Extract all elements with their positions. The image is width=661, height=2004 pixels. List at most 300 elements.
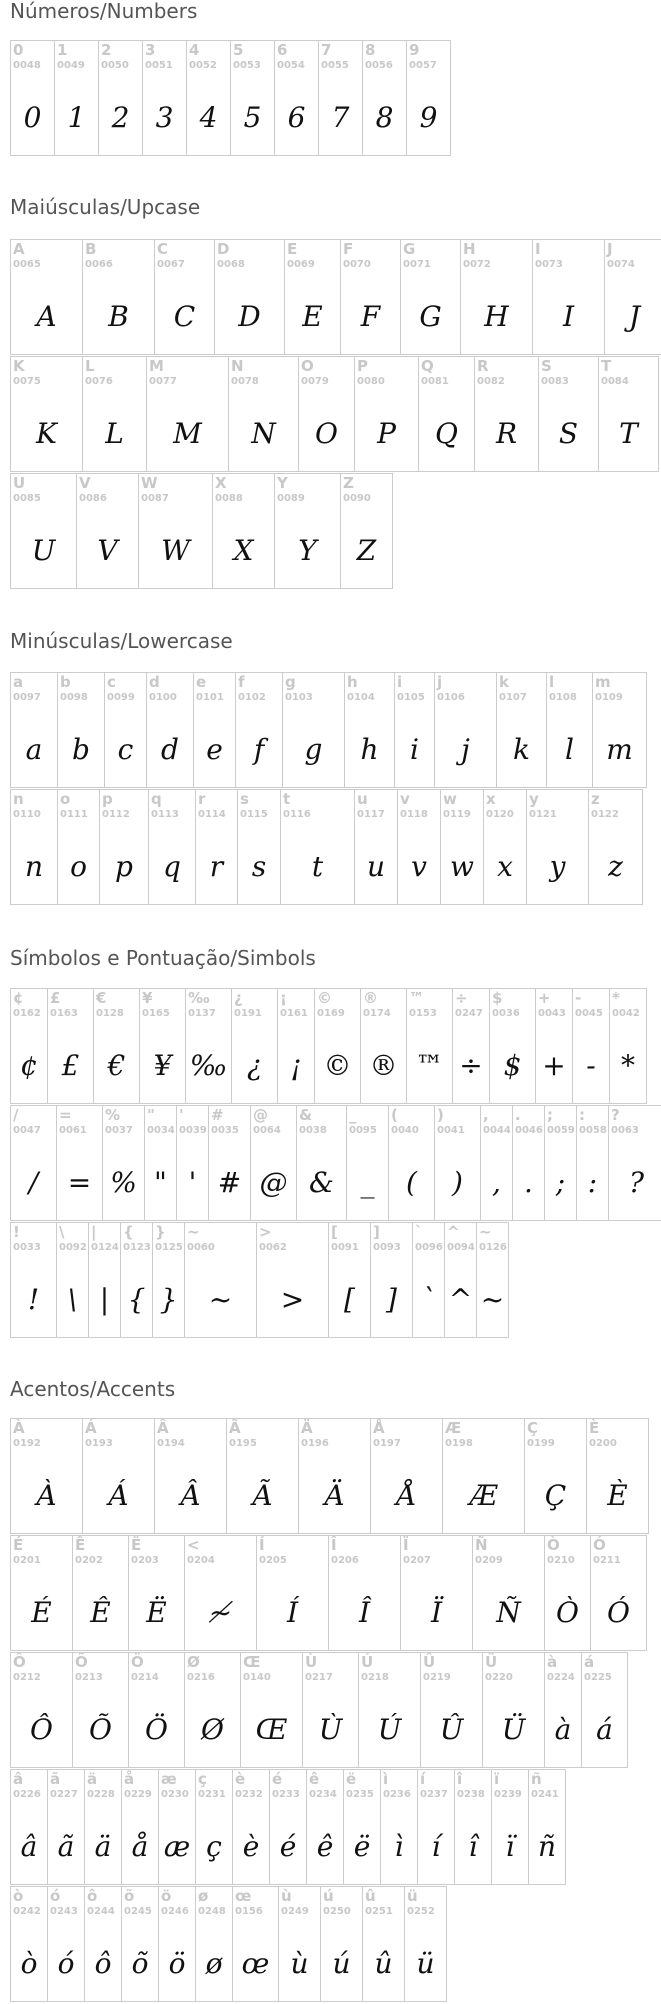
glyph-sample: Ë [146, 1595, 167, 1629]
glyph-char-label: = [59, 1106, 72, 1124]
glyph-sample: ú [332, 1946, 351, 1980]
glyph-char-label: V [79, 474, 91, 492]
glyph-cell-char-0197 [370, 1418, 443, 1534]
glyph-code-label: 0089 [277, 493, 305, 504]
glyph-sample: Ï [430, 1595, 443, 1629]
glyph-cell-lower-c [104, 672, 147, 788]
glyph-row [10, 356, 658, 472]
glyph-code-label: 0061 [59, 1125, 87, 1136]
glyph-cell-char-0205 [256, 1535, 329, 1651]
glyph-char-label: ¿ [234, 989, 243, 1007]
glyph-char-label: v [400, 790, 410, 808]
glyph-cell-char-0161 [277, 988, 315, 1104]
glyph-sample: B [108, 299, 129, 333]
glyph-sample: î [468, 1829, 478, 1863]
glyph-char-label: a [13, 673, 24, 691]
glyph-sample: Ú [377, 1712, 402, 1746]
glyph-char-label: * [612, 989, 620, 1007]
glyph-sample: r [209, 849, 224, 883]
glyph-char-label: A [13, 240, 25, 258]
glyph-cell-char-0124 [88, 1222, 121, 1338]
glyph-char-label: ÷ [455, 989, 468, 1007]
glyph-sample: Í [286, 1595, 299, 1629]
glyph-cell-upper-B [82, 239, 155, 355]
glyph-cell-char-0202 [72, 1535, 129, 1651]
glyph-cell-char-0095 [346, 1105, 389, 1221]
glyph-sample: û [374, 1946, 393, 1980]
glyph-cell-digit-1 [54, 40, 99, 156]
glyph-cell-upper-D [214, 239, 285, 355]
glyph-sample: M [173, 416, 202, 450]
glyph-code-label: 0217 [305, 1672, 333, 1683]
glyph-sample: C [173, 299, 196, 333]
glyph-code-label: 0068 [217, 259, 245, 270]
glyph-code-label: 0196 [301, 1438, 329, 1449]
glyph-sample: " [154, 1165, 167, 1199]
glyph-char-label: z [591, 790, 600, 808]
glyph-char-label: ù [281, 1887, 292, 1905]
glyph-char-label: ; [547, 1106, 553, 1124]
section-title: Símbolos e Pontuação/Simbols [10, 946, 316, 970]
glyph-cell-digit-6 [274, 40, 319, 156]
glyph-sample: Ç [544, 1478, 567, 1512]
section-title: Acentos/Accents [10, 1377, 176, 1401]
glyph-char-label: Ù [305, 1653, 318, 1671]
glyph-sample: ( [406, 1165, 417, 1199]
glyph-code-label: 0241 [531, 1789, 559, 1800]
glyph-cell-upper-C [154, 239, 215, 355]
glyph-cell-lower-k [496, 672, 547, 788]
glyph-sample: v [411, 849, 427, 883]
glyph-char-label: P [357, 357, 368, 375]
glyph-char-label: Œ [243, 1653, 261, 1671]
glyph-code-label: 0086 [79, 493, 107, 504]
glyph-code-label: 0092 [59, 1242, 87, 1253]
glyph-char-label: î [457, 1770, 463, 1788]
glyph-char-label: Ä [301, 1419, 313, 1437]
glyph-sample: È [607, 1478, 628, 1512]
glyph-sample: b [72, 732, 90, 766]
glyph-sample: â [20, 1829, 38, 1863]
glyph-sample: ¢ [20, 1048, 38, 1082]
glyph-cell-char-0224 [544, 1652, 582, 1768]
glyph-sample: ] [386, 1282, 397, 1316]
glyph-char-label: é [272, 1770, 283, 1788]
glyph-cell-char-0246 [158, 1886, 196, 2002]
glyph-char-label: 9 [409, 41, 420, 59]
glyph-code-label: 0066 [85, 259, 113, 270]
glyph-char-label: l [549, 673, 555, 691]
glyph-char-label: ï [494, 1770, 500, 1788]
glyph-code-label: 0192 [13, 1438, 41, 1449]
glyph-cell-upper-H [460, 239, 533, 355]
glyph-cell-char-0225 [581, 1652, 628, 1768]
glyph-char-label: ê [309, 1770, 320, 1788]
glyph-char-label: È [589, 1419, 600, 1437]
glyph-char-label: ) [437, 1106, 444, 1124]
glyph-sample: 1 [67, 100, 86, 134]
glyph-char-label: f [238, 673, 245, 691]
glyph-char-label: F [343, 240, 354, 258]
glyph-cell-upper-G [400, 239, 461, 355]
glyph-char-label: ö [161, 1887, 172, 1905]
glyph-char-label: õ [124, 1887, 135, 1905]
glyph-char-label: ` [415, 1223, 423, 1241]
glyph-code-label: 0049 [57, 60, 85, 71]
glyph-cell-lower-n [10, 789, 58, 905]
glyph-char-label: Æ [445, 1419, 462, 1437]
glyph-code-label: 0112 [102, 809, 130, 820]
glyph-char-label: Ø [187, 1653, 200, 1671]
glyph-code-label: 0120 [486, 809, 514, 820]
glyph-cell-char-0040 [388, 1105, 435, 1221]
glyph-cell-char-0206 [328, 1535, 401, 1651]
glyph-char-label: B [85, 240, 97, 258]
glyph-sample: % [110, 1165, 137, 1199]
glyph-sample: ¥ [153, 1048, 172, 1082]
glyph-code-label: 0033 [13, 1242, 41, 1253]
glyph-row [10, 672, 646, 788]
glyph-sample: ' [188, 1165, 197, 1199]
glyph-sample: = [67, 1165, 92, 1199]
glyph-row [10, 473, 392, 589]
glyph-cell-char-0200 [586, 1418, 649, 1534]
glyph-cell-lower-v [397, 789, 441, 905]
glyph-char-label: " [147, 1106, 155, 1124]
glyph-cell-char-0039 [176, 1105, 209, 1221]
glyph-cell-char-0239 [491, 1769, 529, 1885]
glyph-cell-char-0214 [128, 1652, 185, 1768]
glyph-sample: Ê [90, 1595, 111, 1629]
glyph-char-label: U [13, 474, 26, 492]
glyph-sample: N [251, 416, 276, 450]
glyph-code-label: 0252 [407, 1906, 435, 1917]
glyph-cell-upper-F [340, 239, 401, 355]
glyph-cell-char-0201 [10, 1535, 73, 1651]
glyph-sample: E [302, 299, 323, 333]
glyph-code-label: 0230 [161, 1789, 189, 1800]
glyph-cell-lower-m [592, 672, 647, 788]
glyph-cell-char-0061 [56, 1105, 103, 1221]
glyph-code-label: 0078 [231, 376, 259, 387]
glyph-char-label: k [499, 673, 509, 691]
glyph-cell-lower-t [280, 789, 355, 905]
glyph-code-label: 0084 [601, 376, 629, 387]
glyph-sample: ^ [448, 1282, 473, 1316]
glyph-char-label: Î [331, 1536, 337, 1554]
glyph-char-label: b [60, 673, 71, 691]
glyph-cell-char-0174 [360, 988, 407, 1104]
glyph-char-label: â [13, 1770, 24, 1788]
glyph-char-label: 4 [189, 41, 200, 59]
glyph-code-label: 0044 [483, 1125, 511, 1136]
glyph-code-label: 0069 [287, 259, 315, 270]
glyph-sample: A [36, 299, 57, 333]
glyph-char-label: á [584, 1653, 595, 1671]
glyph-cell-lower-y [526, 789, 589, 905]
glyph-cell-lower-j [434, 672, 497, 788]
glyph-char-label: ( [391, 1106, 398, 1124]
glyph-code-label: 0203 [131, 1555, 159, 1566]
glyph-char-label: , [483, 1106, 489, 1124]
glyph-code-label: 0093 [373, 1242, 401, 1253]
glyph-sample: g [304, 732, 323, 766]
glyph-cell-char-0038 [296, 1105, 347, 1221]
glyph-cell-char-0195 [226, 1418, 299, 1534]
glyph-sample: k [513, 732, 530, 766]
glyph-cell-char-0217 [302, 1652, 359, 1768]
glyph-sample: å [131, 1829, 149, 1863]
glyph-row [10, 1652, 627, 1768]
glyph-char-label: p [102, 790, 113, 808]
glyph-cell-lower-b [57, 672, 105, 788]
glyph-code-label: 0045 [575, 1008, 603, 1019]
glyph-cell-upper-E [284, 239, 341, 355]
glyph-sample: ~ [208, 1282, 233, 1316]
glyph-sample: à [554, 1712, 572, 1746]
glyph-sample: ¿ [246, 1048, 262, 1082]
glyph-sample: l [565, 732, 574, 766]
glyph-char-label: N [231, 357, 244, 375]
glyph-row [10, 1886, 446, 2002]
glyph-code-label: 0094 [447, 1242, 475, 1253]
glyph-cell-lower-w [440, 789, 484, 905]
glyph-char-label: ¡ [280, 989, 287, 1007]
glyph-sample: Ã [252, 1478, 273, 1512]
glyph-char-label: : [579, 1106, 585, 1124]
glyph-sample: Å [396, 1478, 417, 1512]
glyph-char-label: 6 [277, 41, 288, 59]
glyph-cell-char-0227 [47, 1769, 85, 1885]
glyph-cell-upper-Y [274, 473, 341, 589]
glyph-cell-digit-3 [142, 40, 187, 156]
glyph-code-label: 0119 [443, 809, 471, 820]
glyph-sample: [ [344, 1282, 355, 1316]
glyph-code-label: 0212 [13, 1672, 41, 1683]
glyph-code-label: 0249 [281, 1906, 309, 1917]
glyph-cell-digit-7 [318, 40, 363, 156]
glyph-cell-char-0203 [128, 1535, 185, 1651]
glyph-char-label: Â [157, 1419, 169, 1437]
glyph-cell-char-0237 [417, 1769, 455, 1885]
glyph-cell-char-0196 [298, 1418, 371, 1534]
glyph-cell-char-0228 [84, 1769, 122, 1885]
glyph-cell-char-0218 [358, 1652, 421, 1768]
glyph-cell-char-0251 [362, 1886, 405, 2002]
glyph-cell-char-0162 [10, 988, 48, 1104]
glyph-cell-char-0192 [10, 1418, 83, 1534]
glyph-code-label: 0169 [317, 1008, 345, 1019]
glyph-sample: s [251, 849, 267, 883]
glyph-cell-char-0042 [609, 988, 647, 1104]
glyph-code-label: 0036 [492, 1008, 520, 1019]
glyph-sample: ` [421, 1282, 436, 1316]
glyph-cell-char-0233 [269, 1769, 307, 1885]
glyph-cell-char-0249 [278, 1886, 321, 2002]
glyph-char-label: e [196, 673, 207, 691]
glyph-char-label: u [357, 790, 368, 808]
glyph-cell-char-0216 [184, 1652, 241, 1768]
glyph-code-label: 0214 [131, 1672, 159, 1683]
glyph-row [10, 1105, 661, 1221]
glyph-code-label: 0219 [423, 1672, 451, 1683]
glyph-code-label: 0102 [238, 692, 266, 703]
glyph-code-label: 0243 [50, 1906, 78, 1917]
glyph-char-label: w [443, 790, 457, 808]
glyph-sample: Q [435, 416, 458, 450]
glyph-sample: Ü [501, 1712, 526, 1746]
glyph-char-label: Õ [75, 1653, 88, 1671]
glyph-code-label: 0114 [198, 809, 226, 820]
glyph-cell-char-0128 [93, 988, 140, 1104]
glyph-cell-upper-O [298, 356, 355, 472]
glyph-char-label: Ò [547, 1536, 560, 1554]
glyph-code-label: 0040 [391, 1125, 419, 1136]
glyph-cell-char-0209 [472, 1535, 545, 1651]
glyph-sample: w [450, 849, 474, 883]
glyph-char-label: ú [323, 1887, 334, 1905]
glyph-sample: Ä [324, 1478, 345, 1512]
glyph-sample: Z [356, 533, 377, 567]
glyph-cell-char-0211 [590, 1535, 647, 1651]
glyph-char-label: ] [373, 1223, 380, 1241]
glyph-cell-upper-M [146, 356, 229, 472]
glyph-sample: J [628, 299, 641, 333]
glyph-cell-char-0193 [82, 1418, 155, 1534]
glyph-sample: ï [505, 1829, 515, 1863]
glyph-code-label: 0099 [107, 692, 135, 703]
glyph-row [10, 789, 642, 905]
glyph-code-label: 0193 [85, 1438, 113, 1449]
glyph-cell-char-0169 [314, 988, 361, 1104]
glyph-code-label: 0137 [188, 1008, 216, 1019]
glyph-cell-char-0212 [10, 1652, 73, 1768]
glyph-char-label: X [215, 474, 227, 492]
glyph-cell-char-0047 [10, 1105, 57, 1221]
glyph-code-label: 0227 [50, 1789, 78, 1800]
glyph-cell-digit-4 [186, 40, 231, 156]
glyph-cell-upper-K [10, 356, 83, 472]
glyph-sample: ã [57, 1829, 75, 1863]
glyph-cell-char-0194 [154, 1418, 227, 1534]
glyph-sample: 0 [23, 100, 42, 134]
glyph-sample: Ñ [496, 1595, 521, 1629]
glyph-char-label: s [240, 790, 249, 808]
glyph-code-label: 0242 [13, 1906, 41, 1917]
glyph-cell-char-0163 [47, 988, 94, 1104]
glyph-code-label: 0113 [151, 809, 179, 820]
glyph-sample: Æ [469, 1478, 498, 1512]
glyph-code-label: 0057 [409, 60, 437, 71]
glyph-cell-lower-q [148, 789, 196, 905]
glyph-char-label: G [403, 240, 416, 258]
glyph-sample: K [36, 416, 57, 450]
glyph-char-label: ç [198, 1770, 207, 1788]
glyph-cell-char-0091 [328, 1222, 371, 1338]
glyph-char-label: Ã [229, 1419, 241, 1437]
glyph-sample: Î [358, 1595, 371, 1629]
glyph-cell-char-0241 [528, 1769, 566, 1885]
glyph-code-label: 0091 [331, 1242, 359, 1253]
glyph-sample: Ó [607, 1595, 630, 1629]
glyph-code-label: 0225 [584, 1672, 612, 1683]
glyph-cell-digit-9 [406, 40, 451, 156]
glyph-sample: I [562, 299, 575, 333]
glyph-sample: a [25, 732, 43, 766]
glyph-code-label: 0110 [13, 809, 41, 820]
glyph-code-label: 0191 [234, 1008, 262, 1019]
glyph-sample: ô [94, 1946, 112, 1980]
glyph-code-label: 0071 [403, 259, 431, 270]
glyph-char-label: D [217, 240, 230, 258]
glyph-char-label: ! [13, 1223, 20, 1241]
glyph-char-label: ô [87, 1887, 98, 1905]
glyph-char-label: 8 [365, 41, 376, 59]
glyph-char-label: £ [50, 989, 61, 1007]
glyph-row [10, 1769, 565, 1885]
glyph-code-label: 0043 [538, 1008, 566, 1019]
glyph-sample: + [542, 1048, 566, 1082]
glyph-sample: : [587, 1165, 598, 1199]
glyph-char-label: R [477, 357, 489, 375]
glyph-char-label: 0 [13, 41, 24, 59]
glyph-sample: y [549, 849, 566, 883]
glyph-row [10, 988, 646, 1104]
glyph-code-label: 0065 [13, 259, 41, 270]
glyph-char-label: M [149, 357, 164, 375]
glyph-char-label: ^ [447, 1223, 460, 1241]
glyph-sample: | [99, 1282, 110, 1316]
glyph-code-label: 0039 [179, 1125, 207, 1136]
glyph-code-label: 0035 [211, 1125, 239, 1136]
glyph-cell-lower-z [588, 789, 643, 905]
glyph-code-label: 0098 [60, 692, 88, 703]
glyph-cell-upper-V [76, 473, 139, 589]
glyph-sample: R [495, 416, 518, 450]
glyph-row [10, 1418, 648, 1534]
glyph-char-label: ã [50, 1770, 61, 1788]
glyph-sample: 4 [199, 100, 218, 134]
glyph-char-label: t [283, 790, 291, 808]
glyph-code-label: 0107 [499, 692, 527, 703]
glyph-char-label: û [365, 1887, 376, 1905]
glyph-code-label: 0220 [485, 1672, 513, 1683]
glyph-char-label: Q [421, 357, 434, 375]
glyph-char-label: ä [87, 1770, 98, 1788]
glyph-sample: Õ [89, 1712, 112, 1746]
glyph-char-label: Ö [131, 1653, 144, 1671]
glyph-sample: # [217, 1165, 242, 1199]
glyph-code-label: 0076 [85, 376, 113, 387]
glyph-char-label: y [529, 790, 539, 808]
glyph-sample: ‰ [189, 1048, 228, 1082]
glyph-code-label: 0198 [445, 1438, 473, 1449]
glyph-sample: X [233, 533, 254, 567]
glyph-sample: x [497, 849, 513, 883]
glyph-sample: P [377, 416, 396, 450]
glyph-row [10, 40, 450, 156]
glyph-code-label: 0070 [343, 259, 371, 270]
glyph-sample: 3 [155, 100, 174, 134]
glyph-char-label: _ [349, 1106, 357, 1124]
glyph-sample: ó [57, 1946, 75, 1980]
glyph-cell-char-0137 [185, 988, 232, 1104]
glyph-code-label: 0101 [196, 692, 224, 703]
glyph-cell-char-0094 [444, 1222, 477, 1338]
glyph-cell-char-0248 [195, 1886, 233, 2002]
section-title: Números/Numbers [10, 0, 198, 23]
glyph-char-label: ó [50, 1887, 61, 1905]
